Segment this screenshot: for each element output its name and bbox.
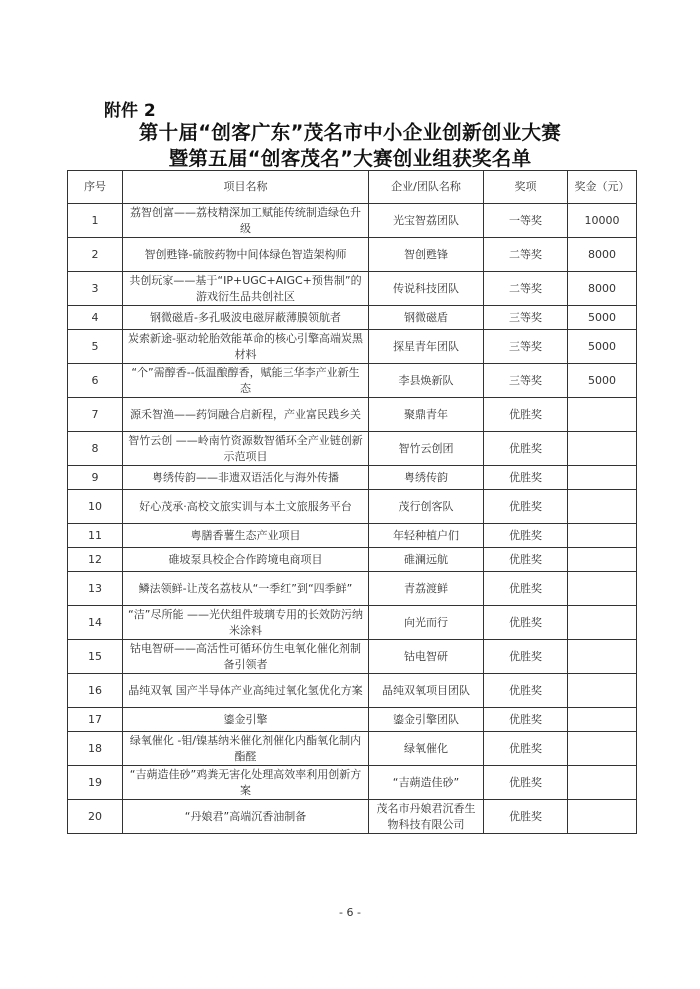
- table-row: [68, 306, 637, 330]
- cell-award: 二等奖: [484, 272, 568, 306]
- cell-award: 三等奖: [484, 306, 568, 330]
- cell-no: 17: [68, 708, 123, 732]
- cell-project: 智竹云创 ——岭南竹资源数智循环全产业链创新示范项目: [123, 432, 369, 466]
- table-row: [68, 674, 637, 708]
- page-number: - 6 -: [339, 906, 361, 919]
- table-row: [68, 732, 637, 766]
- cell-no: 18: [68, 732, 123, 766]
- cell-award: 三等奖: [484, 330, 568, 364]
- cell-prize: [568, 432, 637, 466]
- header-award: 奖项: [484, 171, 568, 204]
- cell-team: 青荔渡鲜: [369, 572, 484, 606]
- table-row: [68, 708, 637, 732]
- cell-no: 19: [68, 766, 123, 800]
- cell-no: 8: [68, 432, 123, 466]
- cell-prize: [568, 732, 637, 766]
- table-row: [68, 238, 637, 272]
- table-row: [68, 548, 637, 572]
- cell-prize: [568, 766, 637, 800]
- cell-project: 钢微磁盾-多孔吸波电磁屏蔽薄膜领航者: [123, 306, 369, 330]
- cell-no: 9: [68, 466, 123, 490]
- table-row: [68, 524, 637, 548]
- cell-award: 优胜奖: [484, 548, 568, 572]
- cell-team: 茂行创客队: [369, 490, 484, 524]
- cell-team: 鎏金引擎团队: [369, 708, 484, 732]
- cell-prize: [568, 800, 637, 834]
- cell-no: 14: [68, 606, 123, 640]
- cell-team: 茂名市丹娘君沉香生物科技有限公司: [369, 800, 484, 834]
- cell-award: 优胜奖: [484, 466, 568, 490]
- header-prize: 奖金（元）: [568, 171, 637, 204]
- cell-no: 20: [68, 800, 123, 834]
- cell-prize: [568, 674, 637, 708]
- cell-award: 三等奖: [484, 364, 568, 398]
- cell-no: 4: [68, 306, 123, 330]
- cell-award: 优胜奖: [484, 490, 568, 524]
- cell-prize: [568, 466, 637, 490]
- cell-project: “吉蒴造佳砂”鸡粪无害化处理高效率利用创新方案: [123, 766, 369, 800]
- table-row: [68, 640, 637, 674]
- cell-prize: [568, 606, 637, 640]
- cell-prize: 10000: [568, 204, 637, 238]
- cell-award: 优胜奖: [484, 606, 568, 640]
- cell-prize: [568, 398, 637, 432]
- cell-project: 碓坡泵具校企合作跨境电商项目: [123, 548, 369, 572]
- cell-award: 优胜奖: [484, 640, 568, 674]
- cell-no: 7: [68, 398, 123, 432]
- cell-prize: 5000: [568, 364, 637, 398]
- cell-team: 光宝智荔团队: [369, 204, 484, 238]
- cell-team: “吉蒴造佳砂”: [369, 766, 484, 800]
- cell-award: 优胜奖: [484, 766, 568, 800]
- cell-project: “洁”尽所能 ——光伏组件玻璃专用的长效防污纳米涂料: [123, 606, 369, 640]
- cell-prize: 8000: [568, 238, 637, 272]
- cell-project: 炭索新途-驱动轮胎效能革命的核心引擎高端炭黑材料: [123, 330, 369, 364]
- cell-project: 好心茂承·高校文旅实训与本土文旅服务平台: [123, 490, 369, 524]
- table-row: [68, 766, 637, 800]
- cell-project: 荔智创富——荔枝精深加工赋能传统制造绿色升级: [123, 204, 369, 238]
- table-row: [68, 432, 637, 466]
- cell-project: 钴电智研——高活性可循环仿生电氧化催化剂制备引领者: [123, 640, 369, 674]
- cell-no: 11: [68, 524, 123, 548]
- table-header-row: [68, 171, 637, 204]
- cell-award: 优胜奖: [484, 708, 568, 732]
- cell-no: 3: [68, 272, 123, 306]
- cell-team: 探星青年团队: [369, 330, 484, 364]
- table-row: [68, 272, 637, 306]
- cell-prize: [568, 572, 637, 606]
- table-row: [68, 330, 637, 364]
- table-row: [68, 572, 637, 606]
- cell-team: 绿氧催化: [369, 732, 484, 766]
- cell-award: 优胜奖: [484, 524, 568, 548]
- cell-no: 10: [68, 490, 123, 524]
- cell-award: 优胜奖: [484, 398, 568, 432]
- award-table-body: [68, 204, 637, 834]
- cell-project: 绿氧催化 -钼/镍基纳米催化剂催化内酯氧化制内酯醛: [123, 732, 369, 766]
- cell-project: 共创玩家——基于“IP+UGC+AIGC+预售制”的游戏衍生品共创社区: [123, 272, 369, 306]
- cell-prize: [568, 640, 637, 674]
- cell-prize: [568, 524, 637, 548]
- header-team: 企业/团队名称: [369, 171, 484, 204]
- header-project: 项目名称: [123, 171, 369, 204]
- title-line-2: 暨第五届“创客茂名”大赛创业组获奖名单: [168, 147, 532, 170]
- cell-no: 2: [68, 238, 123, 272]
- cell-project: 粤绣传韵——非遗双语活化与海外传播: [123, 466, 369, 490]
- header-no: 序号: [68, 171, 123, 204]
- cell-team: 聚鼎青年: [369, 398, 484, 432]
- cell-award: 优胜奖: [484, 432, 568, 466]
- cell-prize: [568, 490, 637, 524]
- cell-award: 优胜奖: [484, 674, 568, 708]
- cell-prize: [568, 548, 637, 572]
- cell-award: 一等奖: [484, 204, 568, 238]
- cell-team: 晶纯双氧项目团队: [369, 674, 484, 708]
- cell-no: 1: [68, 204, 123, 238]
- cell-team: 钴电智研: [369, 640, 484, 674]
- cell-team: 智竹云创团: [369, 432, 484, 466]
- cell-project: “丹娘君”高端沉香油制备: [123, 800, 369, 834]
- title-line-1: 第十届“创客广东”茂名市中小企业创新创业大赛: [138, 121, 562, 144]
- cell-no: 13: [68, 572, 123, 606]
- table-row: [68, 606, 637, 640]
- cell-no: 16: [68, 674, 123, 708]
- table-row: [68, 204, 637, 238]
- table-row: [68, 398, 637, 432]
- cell-team: 传说科技团队: [369, 272, 484, 306]
- cell-no: 5: [68, 330, 123, 364]
- cell-project: 晶纯双氧 国产半导体产业高纯过氧化氢优化方案: [123, 674, 369, 708]
- table-row: [68, 364, 637, 398]
- cell-team: 碓澜远航: [369, 548, 484, 572]
- cell-project: 粤膳香薯生态产业项目: [123, 524, 369, 548]
- cell-team: 年轻种植户们: [369, 524, 484, 548]
- cell-project: 源禾智渔——药饲融合启新程，产业富民践乡关: [123, 398, 369, 432]
- table-row: [68, 490, 637, 524]
- cell-team: 粤绣传韵: [369, 466, 484, 490]
- cell-prize: 8000: [568, 272, 637, 306]
- cell-project: 鎏金引擎: [123, 708, 369, 732]
- cell-project: 智创甦锋-硫胺药物中间体绿色智造架构师: [123, 238, 369, 272]
- cell-project: “个”需醇香--低温酿醇香，赋能三华李产业新生态: [123, 364, 369, 398]
- cell-prize: [568, 708, 637, 732]
- cell-team: 李县焕新队: [369, 364, 484, 398]
- cell-no: 15: [68, 640, 123, 674]
- cell-prize: 5000: [568, 330, 637, 364]
- cell-award: 优胜奖: [484, 572, 568, 606]
- cell-award: 优胜奖: [484, 800, 568, 834]
- cell-award: 优胜奖: [484, 732, 568, 766]
- cell-no: 12: [68, 548, 123, 572]
- table-row: [68, 466, 637, 490]
- cell-award: 二等奖: [484, 238, 568, 272]
- cell-no: 6: [68, 364, 123, 398]
- cell-team: 智创甦锋: [369, 238, 484, 272]
- cell-team: 向光而行: [369, 606, 484, 640]
- cell-project: 鳞法领鲜-让茂名荔枝从“一季红”到“四季鲜”: [123, 572, 369, 606]
- cell-team: 钢微磁盾: [369, 306, 484, 330]
- award-table: [67, 170, 637, 834]
- attachment-label: 附件 2: [104, 101, 156, 121]
- cell-prize: 5000: [568, 306, 637, 330]
- table-row: [68, 800, 637, 834]
